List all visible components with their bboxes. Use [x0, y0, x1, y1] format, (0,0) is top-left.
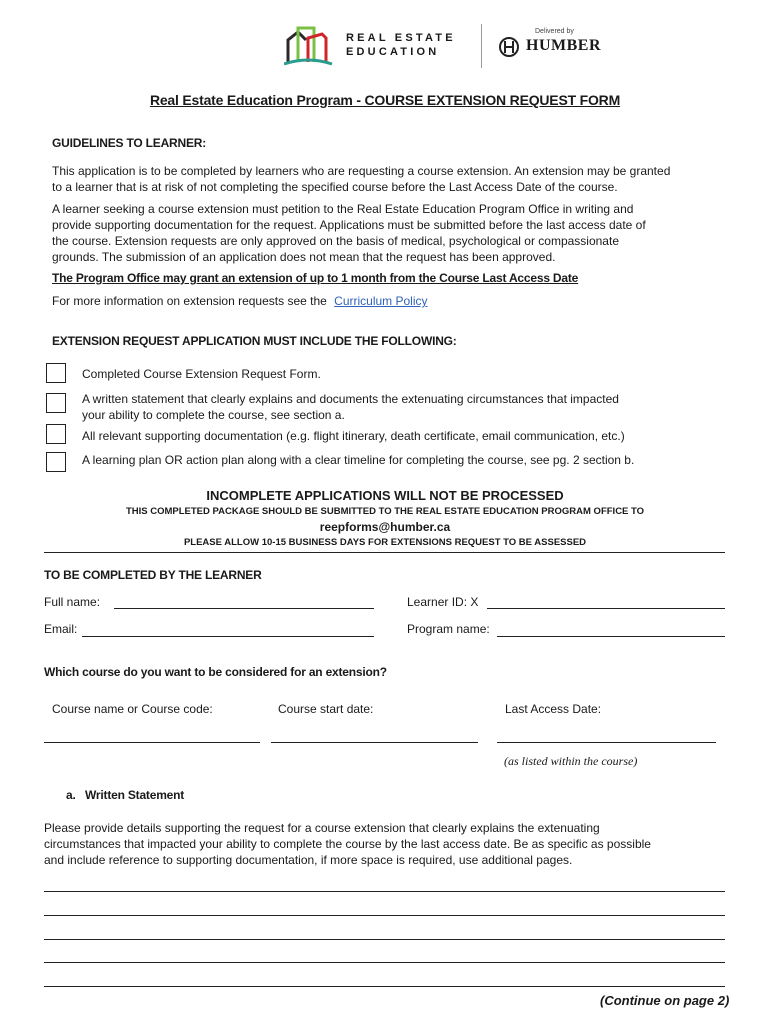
submission-email: reepforms@humber.ca — [319, 520, 451, 534]
para2-line3: the course. Extension requests are only approved on the basis of medical, psychological or compassionate — [52, 234, 619, 248]
full-name-label: Full name: — [44, 595, 101, 609]
last-access-note: (as listed within the course) — [504, 754, 638, 768]
statement-line-field-2[interactable] — [44, 915, 725, 916]
header-divider — [481, 24, 482, 68]
incomplete-notice: INCOMPLETE APPLICATIONS WILL NOT BE PROCESSED — [206, 488, 564, 503]
more-info — [52, 294, 428, 308]
statement-line3: and include reference to supporting documentation, if more space is required, use additional pages. — [44, 853, 573, 867]
learner-id-field[interactable] — [487, 608, 725, 609]
statement-line-field-1[interactable] — [44, 891, 725, 892]
header — [0, 0, 770, 80]
learner-id-label: Learner ID: X — [407, 595, 479, 609]
curriculum-policy-link[interactable]: Curriculum Policy — [334, 294, 428, 308]
checkbox-learning-plan[interactable] — [46, 452, 66, 472]
requirement-item-2-line1: A written statement that clearly explains and documents the extenuating circumstances that impacted — [82, 392, 619, 406]
checkbox-completed-form[interactable] — [46, 363, 66, 383]
requirement-item-1: Completed Course Extension Request Form. — [82, 367, 321, 381]
para2-line4: grounds. The submission of an application does not mean that the request has been approved. — [52, 250, 556, 264]
real-estate-education-logo-icon — [284, 22, 334, 68]
statement-line1: Please provide details supporting the request for a course extension that clearly explains the extenuating — [44, 821, 600, 835]
statement-instructions — [44, 820, 724, 868]
logo-text-line1: REAL ESTATE — [346, 32, 456, 44]
email-label: Email: — [44, 622, 78, 636]
last-access-label: Last Access Date: — [505, 702, 602, 716]
submit-to-notice: THIS COMPLETED PACKAGE SHOULD BE SUBMITTED TO THE REAL ESTATE EDUCATION PROGRAM OFFICE TO — [125, 506, 645, 517]
delivered-by-label: Delivered by — [535, 28, 574, 35]
statement-line-field-3[interactable] — [44, 939, 725, 940]
course-name-field[interactable] — [44, 742, 260, 743]
statement-line-field-4[interactable] — [44, 962, 725, 963]
para2-line2: provide supporting documentation for the request. Applications must be submitted before the last access date of — [52, 218, 646, 232]
para1-line1: This application is to be completed by learners who are requesting a course extension. An extension may be granted — [52, 164, 671, 178]
last-access-field[interactable] — [497, 742, 716, 743]
checkbox-supporting-docs[interactable] — [46, 424, 66, 444]
humber-wordmark: HUMBER — [526, 37, 601, 54]
guidelines-para2 — [52, 201, 714, 265]
statement-line-field-5[interactable] — [44, 986, 725, 987]
requirement-item-2-line2: your ability to complete the course, see section a. — [82, 408, 345, 422]
program-name-label: Program name: — [407, 622, 490, 636]
para1-line2: to a learner that is at risk of not completing the specified course before the Last Access Date of the course. — [52, 180, 618, 194]
form-title: Real Estate Education Program - COURSE EXTENSION REQUEST FORM — [149, 92, 621, 108]
statement-line2: circumstances that impacted your ability to complete the course by the last access date. Be as specific as possible — [44, 837, 651, 851]
section-divider — [44, 552, 725, 553]
logo-text-line2: EDUCATION — [346, 46, 440, 58]
requirement-item-2 — [82, 391, 619, 423]
course-name-label: Course name or Course code: — [52, 702, 213, 716]
course-question: Which course do you want to be considered for an extension? — [44, 665, 387, 679]
requirements-heading: EXTENSION REQUEST APPLICATION MUST INCLUDE THE FOLLOWING: — [52, 334, 457, 348]
guidelines-heading: GUIDELINES TO LEARNER: — [52, 136, 207, 150]
course-start-label: Course start date: — [278, 702, 374, 716]
humber-logo-icon — [498, 36, 522, 58]
para2-line1: A learner seeking a course extension must petition to the Real Estate Education Program Office in writing and — [52, 202, 634, 216]
learner-heading: TO BE COMPLETED BY THE LEARNER — [44, 568, 262, 582]
continue-note: (Continue on page 2) — [600, 993, 730, 1008]
checkbox-written-statement[interactable] — [46, 393, 66, 413]
email-field[interactable] — [82, 636, 374, 637]
written-statement-heading: a. Written Statement — [66, 788, 185, 802]
full-name-field[interactable] — [114, 608, 374, 609]
guidelines-para1 — [52, 163, 714, 195]
requirement-item-3: All relevant supporting documentation (e.g. flight itinerary, death certificate, email communication, etc.) — [82, 429, 625, 443]
grant-note: The Program Office may grant an extension of up to 1 month from the Course Last Access Date — [52, 271, 579, 285]
program-name-field[interactable] — [497, 636, 725, 637]
requirement-item-4: A learning plan OR action plan along with a clear timeline for completing the course, see pg. 2 section b. — [82, 453, 635, 467]
processing-time-notice: PLEASE ALLOW 10-15 BUSINESS DAYS FOR EXTENSIONS REQUEST TO BE ASSESSED — [183, 537, 587, 548]
more-info-text: For more information on extension requests see the — [52, 294, 327, 308]
course-start-field[interactable] — [271, 742, 478, 743]
